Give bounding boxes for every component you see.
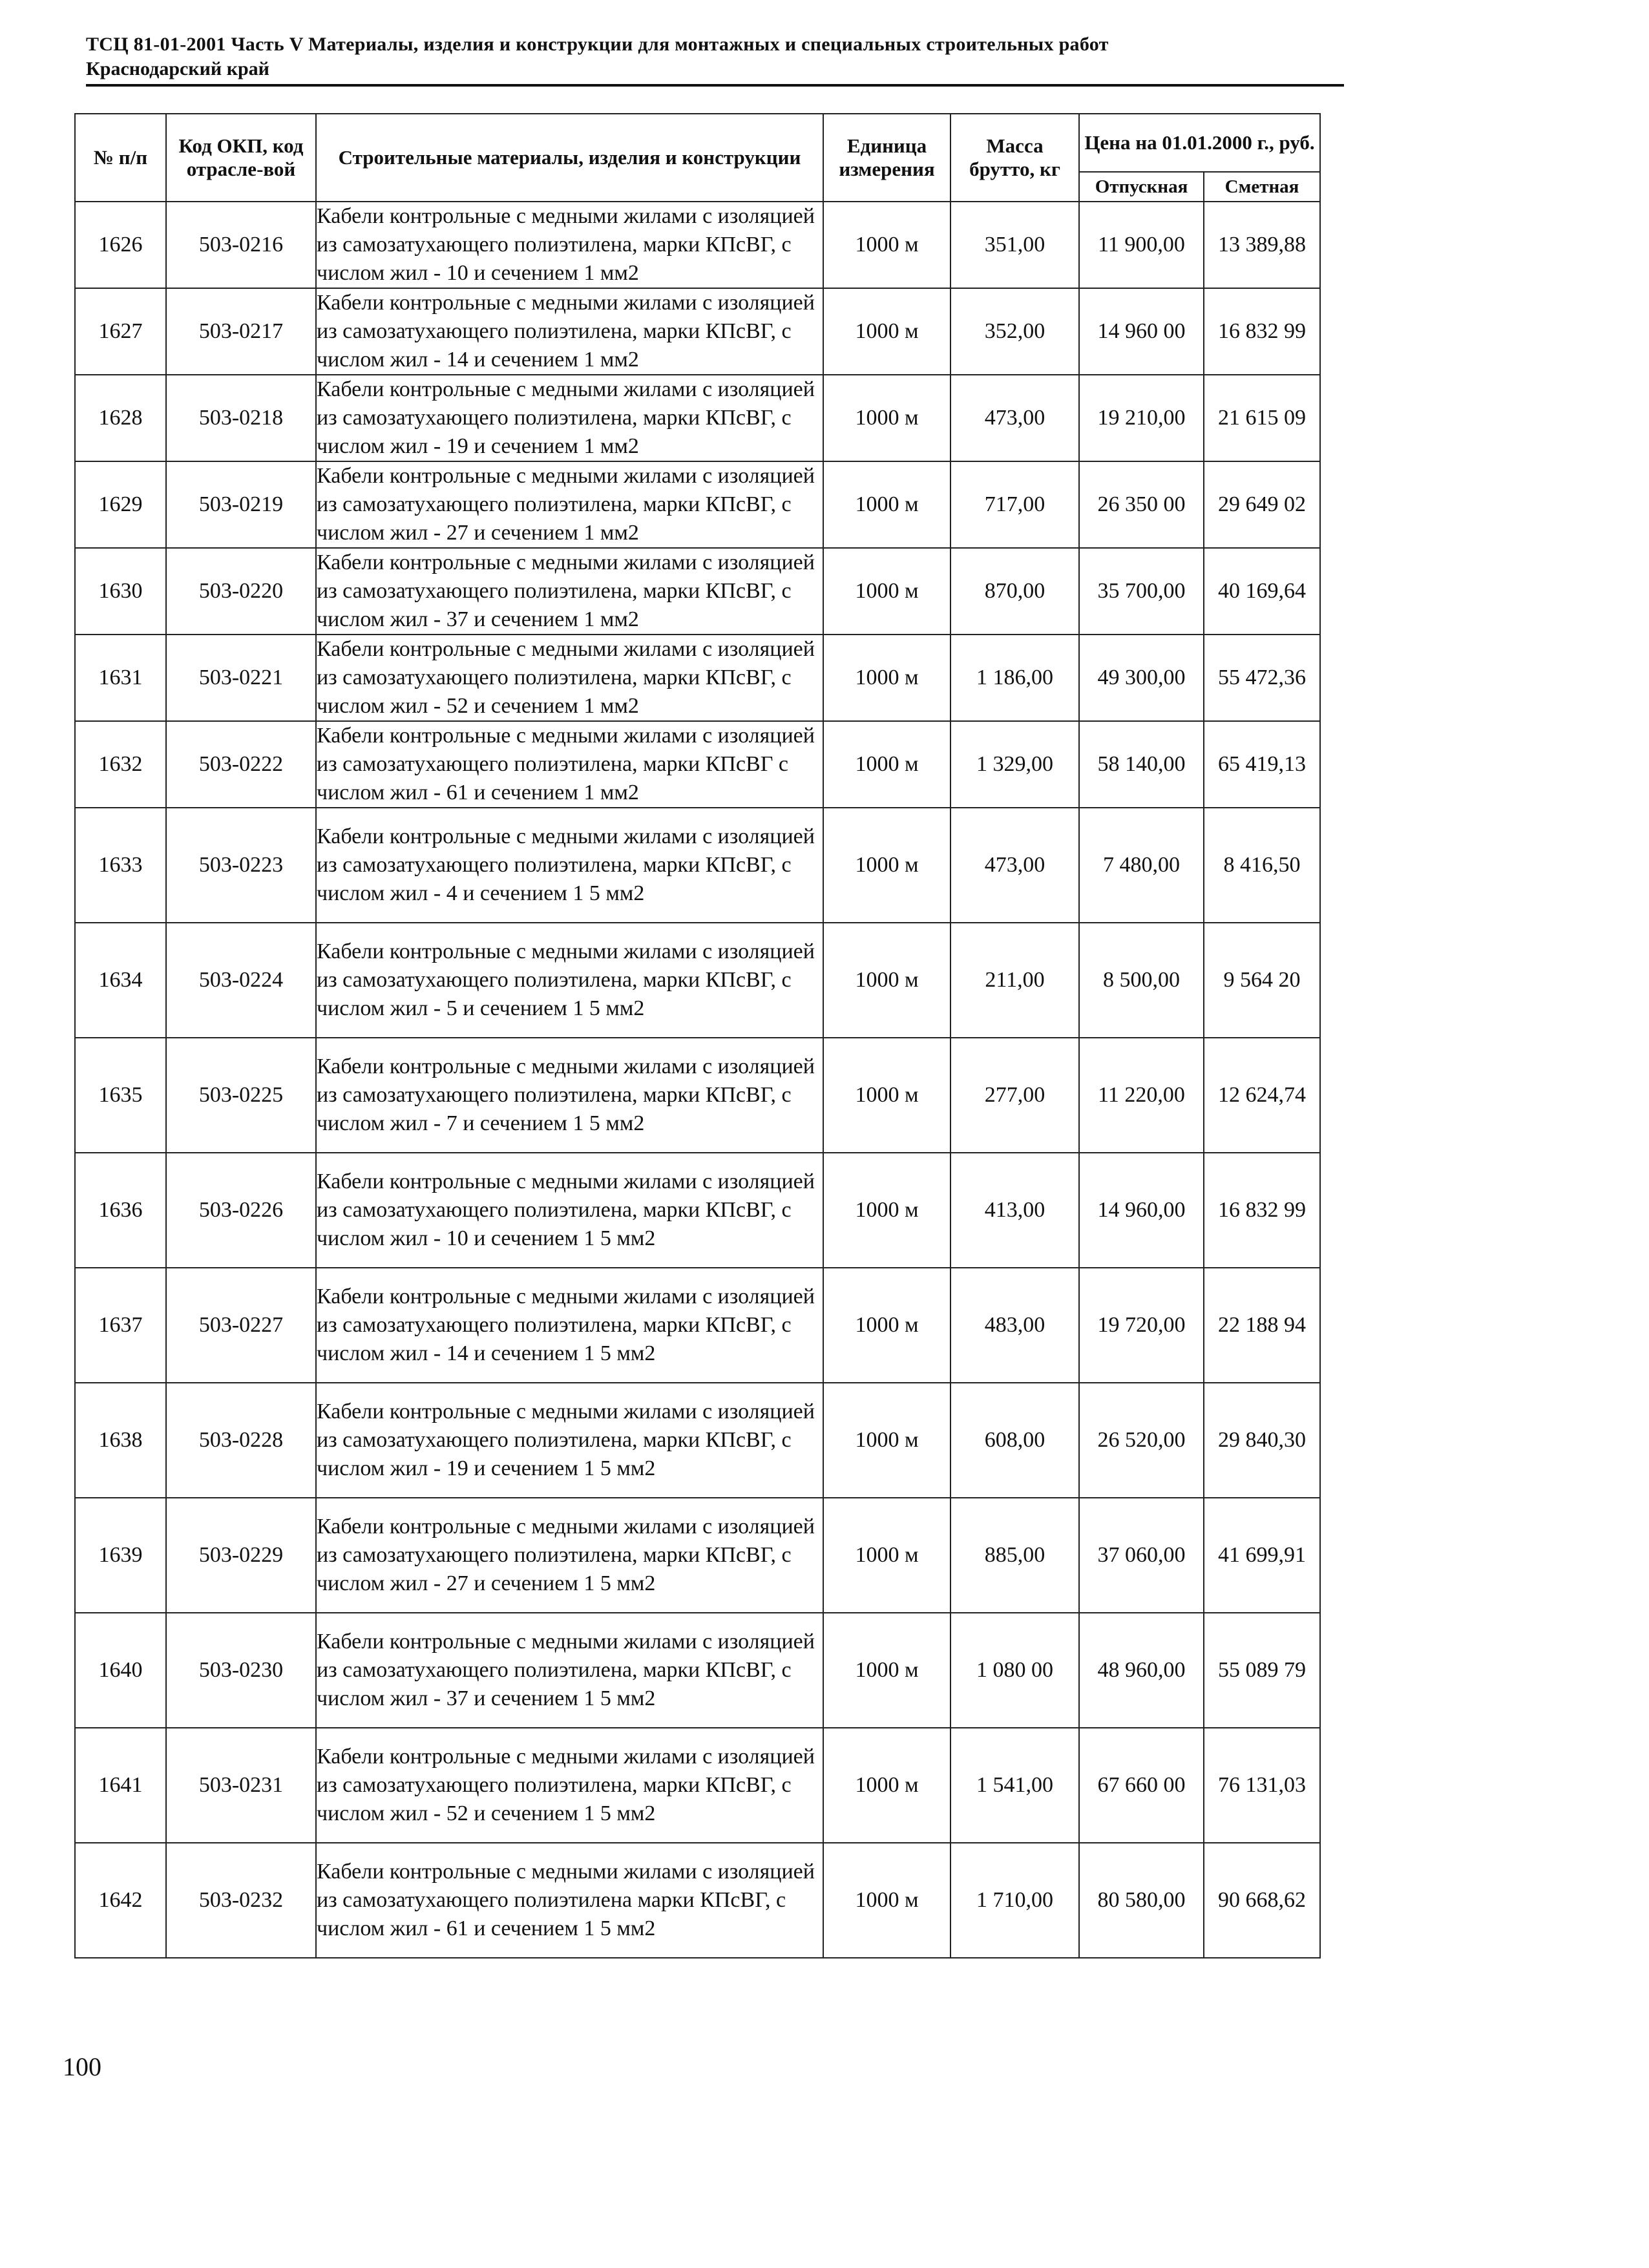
row-number: 1632 xyxy=(75,721,166,808)
row-number: 1636 xyxy=(75,1153,166,1268)
gross-mass: 885,00 xyxy=(951,1498,1079,1613)
material-description: Кабели контрольные с медными жилами с изоляцией из самозатухающего полиэтилена, марки КПсВГ, с числом жил - 10 и сечением 1 мм2 xyxy=(316,202,823,288)
measure-unit: 1000 м xyxy=(823,923,951,1038)
table-row xyxy=(75,1498,1320,1613)
table-row xyxy=(75,1153,1320,1268)
material-description: Кабели контрольные с медными жилами с изоляцией из самозатухающего полиэтилена, марки КПсВГ, с числом жил - 52 и сечением 1 мм2 xyxy=(316,635,823,721)
release-price: 48 960,00 xyxy=(1079,1613,1204,1728)
okp-code: 503-0217 xyxy=(166,288,316,375)
measure-unit: 1000 м xyxy=(823,288,951,375)
estimate-price: 76 131,03 xyxy=(1204,1728,1320,1843)
release-price: 7 480,00 xyxy=(1079,808,1204,923)
okp-code: 503-0218 xyxy=(166,375,316,461)
release-price: 14 960,00 xyxy=(1079,1153,1204,1268)
table-row xyxy=(75,635,1320,721)
table-row xyxy=(75,721,1320,808)
okp-code: 503-0230 xyxy=(166,1613,316,1728)
table-row xyxy=(75,923,1320,1038)
table-body xyxy=(75,202,1320,1958)
estimate-price: 13 389,88 xyxy=(1204,202,1320,288)
col-header-price-estimate: Сметная xyxy=(1204,172,1320,202)
release-price: 19 720,00 xyxy=(1079,1268,1204,1383)
row-number: 1642 xyxy=(75,1843,166,1958)
material-description: Кабели контрольные с медными жилами с изоляцией из самозатухающего полиэтилена, марки КПсВГ, с числом жил - 14 и сечением 1 5 мм2 xyxy=(316,1268,823,1383)
estimate-price: 29 840,30 xyxy=(1204,1383,1320,1498)
material-description: Кабели контрольные с медными жилами с изоляцией из самозатухающего полиэтилена, марки КПсВГ, с числом жил - 19 и сечением 1 мм2 xyxy=(316,375,823,461)
okp-code: 503-0221 xyxy=(166,635,316,721)
table-row xyxy=(75,1613,1320,1728)
price-table xyxy=(74,113,1321,1958)
col-header-code: Код ОКП, код отрасле-вой xyxy=(166,114,316,202)
material-description: Кабели контрольные с медными жилами с изоляцией из самозатухающего полиэтилена, марки КПсВГ, с числом жил - 27 и сечением 1 5 мм2 xyxy=(316,1498,823,1613)
measure-unit: 1000 м xyxy=(823,1153,951,1268)
material-description: Кабели контрольные с медными жилами с изоляцией из самозатухающего полиэтилена, марки КПсВГ, с числом жил - 52 и сечением 1 5 мм2 xyxy=(316,1728,823,1843)
measure-unit: 1000 м xyxy=(823,1498,951,1613)
gross-mass: 1 541,00 xyxy=(951,1728,1079,1843)
material-description: Кабели контрольные с медными жилами с изоляцией из самозатухающего полиэтилена, марки КПсВГ, с числом жил - 7 и сечением 1 5 мм2 xyxy=(316,1038,823,1153)
estimate-price: 22 188 94 xyxy=(1204,1268,1320,1383)
row-number: 1629 xyxy=(75,461,166,548)
table-row xyxy=(75,375,1320,461)
gross-mass: 717,00 xyxy=(951,461,1079,548)
measure-unit: 1000 м xyxy=(823,1728,951,1843)
row-number: 1637 xyxy=(75,1268,166,1383)
release-price: 11 900,00 xyxy=(1079,202,1204,288)
measure-unit: 1000 м xyxy=(823,202,951,288)
material-description: Кабели контрольные с медными жилами с изоляцией из самозатухающего полиэтилена, марки КПсВГ, с числом жил - 27 и сечением 1 мм2 xyxy=(316,461,823,548)
gross-mass: 483,00 xyxy=(951,1268,1079,1383)
gross-mass: 1 080 00 xyxy=(951,1613,1079,1728)
measure-unit: 1000 м xyxy=(823,1268,951,1383)
okp-code: 503-0231 xyxy=(166,1728,316,1843)
measure-unit: 1000 м xyxy=(823,375,951,461)
measure-unit: 1000 м xyxy=(823,1613,951,1728)
okp-code: 503-0222 xyxy=(166,721,316,808)
estimate-price: 16 832 99 xyxy=(1204,288,1320,375)
measure-unit: 1000 м xyxy=(823,1038,951,1153)
gross-mass: 473,00 xyxy=(951,808,1079,923)
estimate-price: 41 699,91 xyxy=(1204,1498,1320,1613)
page-header xyxy=(86,32,1346,81)
material-description: Кабели контрольные с медными жилами с изоляцией из самозатухающего полиэтилена, марки КПсВГ, с числом жил - 19 и сечением 1 5 мм2 xyxy=(316,1383,823,1498)
table-row xyxy=(75,288,1320,375)
row-number: 1631 xyxy=(75,635,166,721)
okp-code: 503-0227 xyxy=(166,1268,316,1383)
row-number: 1641 xyxy=(75,1728,166,1843)
row-number: 1627 xyxy=(75,288,166,375)
measure-unit: 1000 м xyxy=(823,1383,951,1498)
release-price: 14 960 00 xyxy=(1079,288,1204,375)
row-number: 1638 xyxy=(75,1383,166,1498)
release-price: 19 210,00 xyxy=(1079,375,1204,461)
release-price: 80 580,00 xyxy=(1079,1843,1204,1958)
row-number: 1630 xyxy=(75,548,166,635)
row-number: 1639 xyxy=(75,1498,166,1613)
estimate-price: 12 624,74 xyxy=(1204,1038,1320,1153)
estimate-price: 90 668,62 xyxy=(1204,1843,1320,1958)
col-header-price-release: Отпускная xyxy=(1079,172,1204,202)
table-row xyxy=(75,808,1320,923)
row-number: 1635 xyxy=(75,1038,166,1153)
release-price: 11 220,00 xyxy=(1079,1038,1204,1153)
row-number: 1634 xyxy=(75,923,166,1038)
estimate-price: 8 416,50 xyxy=(1204,808,1320,923)
estimate-price: 55 472,36 xyxy=(1204,635,1320,721)
estimate-price: 65 419,13 xyxy=(1204,721,1320,808)
page-number: 100 xyxy=(63,2052,101,2081)
row-number: 1628 xyxy=(75,375,166,461)
row-number: 1626 xyxy=(75,202,166,288)
release-price: 35 700,00 xyxy=(1079,548,1204,635)
measure-unit: 1000 м xyxy=(823,721,951,808)
release-price: 37 060,00 xyxy=(1079,1498,1204,1613)
measure-unit: 1000 м xyxy=(823,1843,951,1958)
release-price: 26 350 00 xyxy=(1079,461,1204,548)
material-description: Кабели контрольные с медными жилами с изоляцией из самозатухающего полиэтилена, марки КПсВГ, с числом жил - 5 и сечением 1 5 мм2 xyxy=(316,923,823,1038)
material-description: Кабели контрольные с медными жилами с изоляцией из самозатухающего полиэтилена, марки КПсВГ, с числом жил - 4 и сечением 1 5 мм2 xyxy=(316,808,823,923)
material-description: Кабели контрольные с медными жилами с изоляцией из самозатухающего полиэтилена, марки КПсВГ, с числом жил - 37 и сечением 1 5 мм2 xyxy=(316,1613,823,1728)
table-row xyxy=(75,548,1320,635)
header-rule xyxy=(86,84,1344,87)
col-header-unit: Единица измерения xyxy=(823,114,951,202)
okp-code: 503-0216 xyxy=(166,202,316,288)
material-description: Кабели контрольные с медными жилами с изоляцией из самозатухающего полиэтилена марки КПсВГ, с числом жил - 61 и сечением 1 5 мм2 xyxy=(316,1843,823,1958)
row-number: 1633 xyxy=(75,808,166,923)
release-price: 26 520,00 xyxy=(1079,1383,1204,1498)
estimate-price: 9 564 20 xyxy=(1204,923,1320,1038)
okp-code: 503-0228 xyxy=(166,1383,316,1498)
gross-mass: 1 186,00 xyxy=(951,635,1079,721)
okp-code: 503-0223 xyxy=(166,808,316,923)
gross-mass: 413,00 xyxy=(951,1153,1079,1268)
col-header-price: Цена на 01.01.2000 г., руб. xyxy=(1079,114,1320,172)
table-row xyxy=(75,1843,1320,1958)
release-price: 49 300,00 xyxy=(1079,635,1204,721)
gross-mass: 211,00 xyxy=(951,923,1079,1038)
row-number: 1640 xyxy=(75,1613,166,1728)
release-price: 58 140,00 xyxy=(1079,721,1204,808)
estimate-price: 29 649 02 xyxy=(1204,461,1320,548)
col-header-num: № п/п xyxy=(75,114,166,202)
okp-code: 503-0229 xyxy=(166,1498,316,1613)
gross-mass: 1 710,00 xyxy=(951,1843,1079,1958)
gross-mass: 870,00 xyxy=(951,548,1079,635)
region-name: Краснодарский край xyxy=(86,58,269,79)
measure-unit: 1000 м xyxy=(823,461,951,548)
table-row xyxy=(75,1728,1320,1843)
estimate-price: 55 089 79 xyxy=(1204,1613,1320,1728)
document-title: ТСЦ 81-01-2001 Часть V Материалы, изделия и конструкции для монтажных и специальных строительных работ xyxy=(86,34,1109,55)
okp-code: 503-0219 xyxy=(166,461,316,548)
measure-unit: 1000 м xyxy=(823,635,951,721)
measure-unit: 1000 м xyxy=(823,548,951,635)
table-row xyxy=(75,202,1320,288)
release-price: 8 500,00 xyxy=(1079,923,1204,1038)
gross-mass: 608,00 xyxy=(951,1383,1079,1498)
material-description: Кабели контрольные с медными жилами с изоляцией из самозатухающего полиэтилена, марки КПсВГ с числом жил - 61 и сечением 1 мм2 xyxy=(316,721,823,808)
estimate-price: 40 169,64 xyxy=(1204,548,1320,635)
material-description: Кабели контрольные с медными жилами с изоляцией из самозатухающего полиэтилена, марки КПсВГ, с числом жил - 14 и сечением 1 мм2 xyxy=(316,288,823,375)
material-description: Кабели контрольные с медными жилами с изоляцией из самозатухающего полиэтилена, марки КПсВГ, с числом жил - 10 и сечением 1 5 мм2 xyxy=(316,1153,823,1268)
gross-mass: 352,00 xyxy=(951,288,1079,375)
release-price: 67 660 00 xyxy=(1079,1728,1204,1843)
material-description: Кабели контрольные с медными жилами с изоляцией из самозатухающего полиэтилена, марки КПсВГ, с числом жил - 37 и сечением 1 мм2 xyxy=(316,548,823,635)
estimate-price: 21 615 09 xyxy=(1204,375,1320,461)
estimate-price: 16 832 99 xyxy=(1204,1153,1320,1268)
table-row xyxy=(75,1268,1320,1383)
table-row xyxy=(75,1383,1320,1498)
measure-unit: 1000 м xyxy=(823,808,951,923)
gross-mass: 277,00 xyxy=(951,1038,1079,1153)
gross-mass: 473,00 xyxy=(951,375,1079,461)
okp-code: 503-0224 xyxy=(166,923,316,1038)
col-header-mass: Масса брутто, кг xyxy=(951,114,1079,202)
okp-code: 503-0226 xyxy=(166,1153,316,1268)
okp-code: 503-0232 xyxy=(166,1843,316,1958)
col-header-name: Строительные материалы, изделия и конструкции xyxy=(316,114,823,202)
table-row xyxy=(75,461,1320,548)
table-row xyxy=(75,1038,1320,1153)
gross-mass: 1 329,00 xyxy=(951,721,1079,808)
okp-code: 503-0225 xyxy=(166,1038,316,1153)
okp-code: 503-0220 xyxy=(166,548,316,635)
gross-mass: 351,00 xyxy=(951,202,1079,288)
